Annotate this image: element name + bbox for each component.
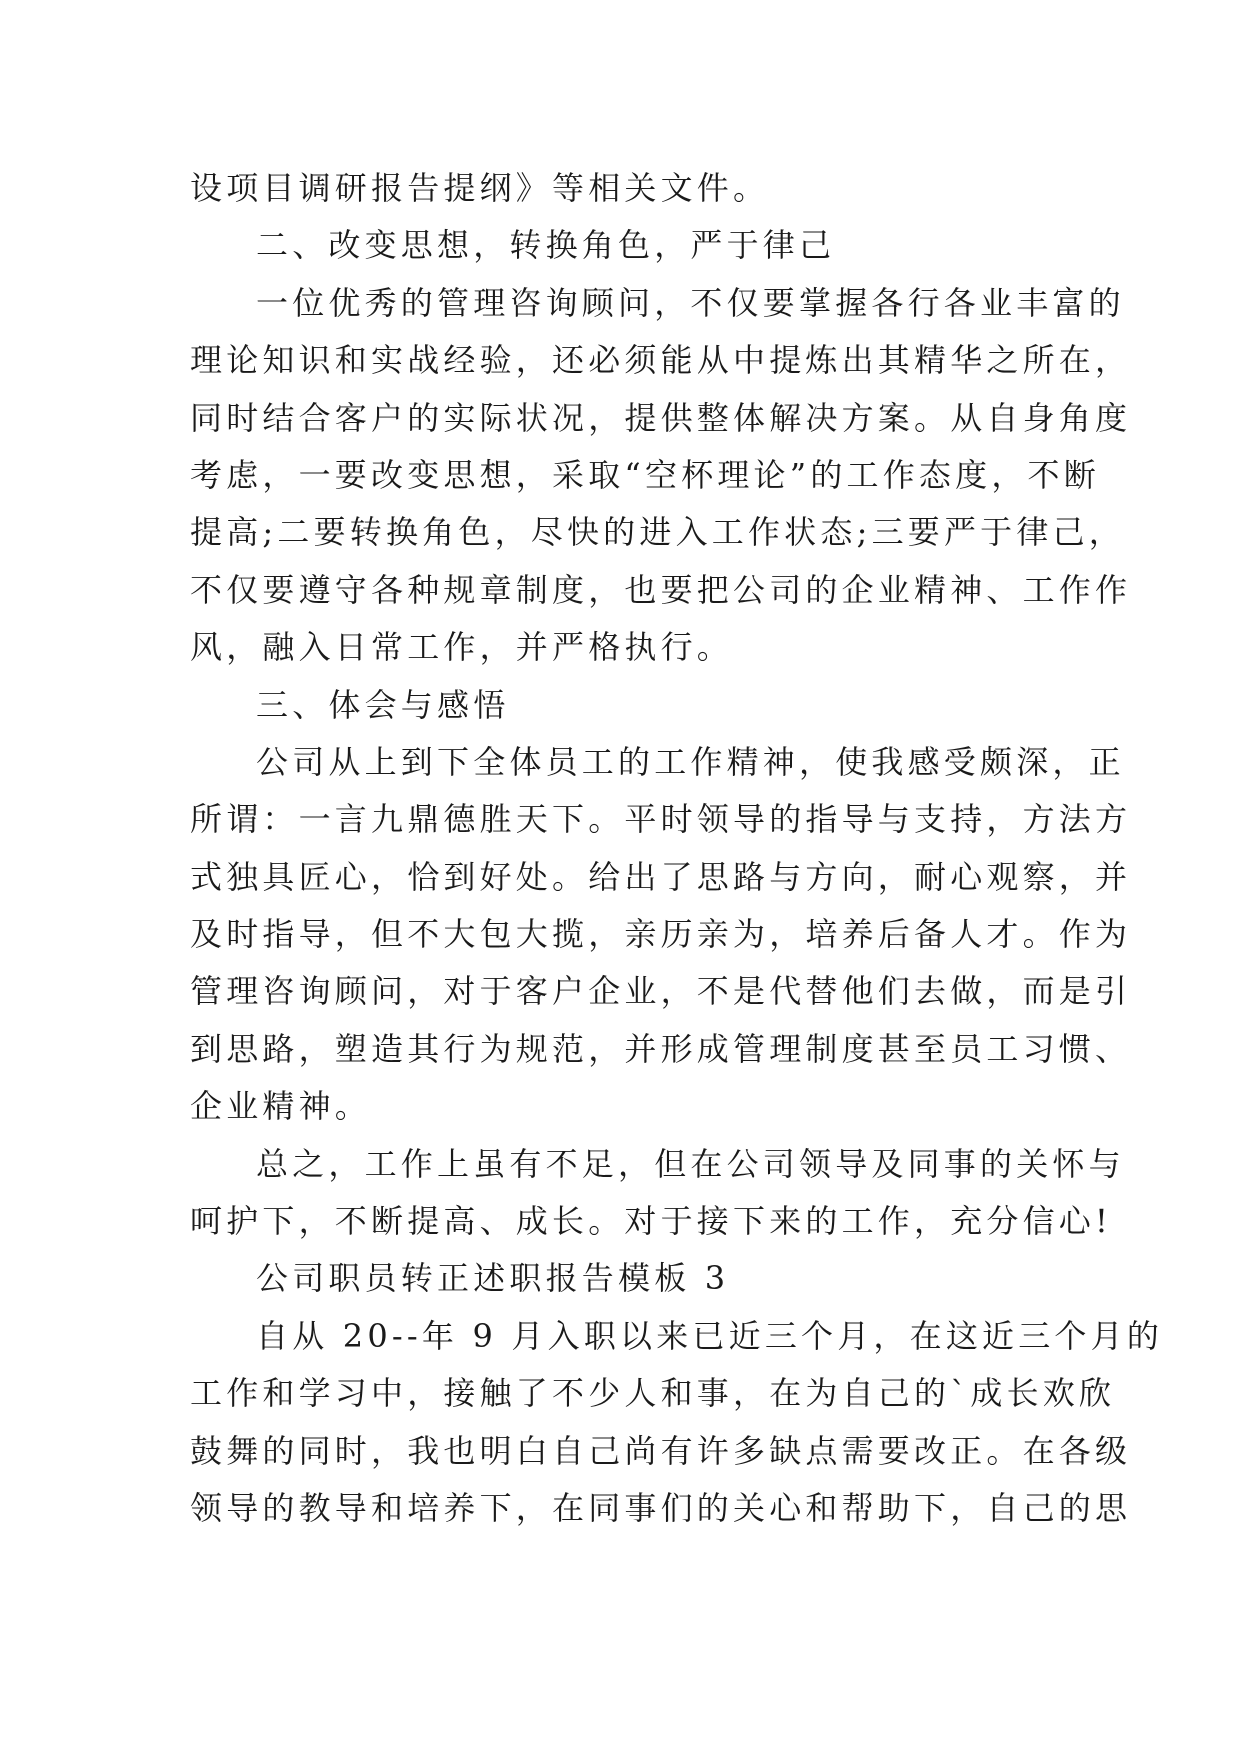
text-line: 风，融入日常工作，并严格执行。 xyxy=(190,628,734,667)
text-line: 公司职员转正述职报告模板 3 xyxy=(256,1259,730,1298)
text-line: 自从 20--年 9 月入职以来已近三个月，在这近三个月的 xyxy=(256,1316,1164,1355)
text-line: 工作和学习中，接触了不少人和事，在为自己的`成长欢欣 xyxy=(190,1374,1116,1413)
text-line: 公司从上到下全体员工的工作精神，使我感受颇深，正 xyxy=(256,742,1125,781)
text-line: 管理咨询顾问，对于客户企业，不是代替他们去做，而是引 xyxy=(190,972,1132,1011)
text-line: 设项目调研报告提纲》等相关文件。 xyxy=(190,169,770,207)
document-body xyxy=(190,160,1164,1537)
text-line: 式独具匠心，恰到好处。给出了思路与方向，耐心观察，并 xyxy=(190,857,1132,896)
text-line: 理论知识和实战经验，还必须能从中提炼出其精华之所在， xyxy=(190,341,1132,380)
text-line: 呵护下，不断提高、成长。对于接下来的工作，充分信心! xyxy=(190,1202,1113,1241)
text-line: 到思路，塑造其行为规范，并形成管理制度甚至员工习惯、 xyxy=(190,1029,1132,1068)
text-line: 所谓：一言九鼎德胜天下。平时领导的指导与支持，方法方 xyxy=(190,800,1132,839)
text-line: 鼓舞的同时，我也明白自己尚有许多缺点需要改正。在各级 xyxy=(190,1431,1132,1470)
text-line: 总之，工作上虽有不足，但在公司领导及同事的关怀与 xyxy=(256,1144,1125,1183)
text-line: 领导的教导和培养下，在同事们的关心和帮助下，自己的思 xyxy=(190,1488,1132,1527)
text-line: 二、改变思想，转换角色，严于律己 xyxy=(256,226,836,265)
text-line: 考虑，一要改变思想，采取“空杯理论”的工作态度，不断 xyxy=(190,455,1100,494)
text-line: 三、体会与感悟 xyxy=(256,685,510,724)
text-line: 企业精神。 xyxy=(190,1087,372,1126)
text-line: 同时结合客户的实际状况，提供整体解决方案。从自身角度 xyxy=(190,398,1132,437)
text-line: 及时指导，但不大包大揽，亲历亲为，培养后备人才。作为 xyxy=(190,915,1132,954)
text-line: 不仅要遵守各种规章制度，也要把公司的企业精神、工作作 xyxy=(190,570,1132,609)
text-line: 提高;二要转换角色，尽快的进入工作状态;三要严于律己， xyxy=(190,513,1125,552)
text-line: 一位优秀的管理咨询顾问，不仅要掌握各行各业丰富的 xyxy=(256,283,1125,322)
